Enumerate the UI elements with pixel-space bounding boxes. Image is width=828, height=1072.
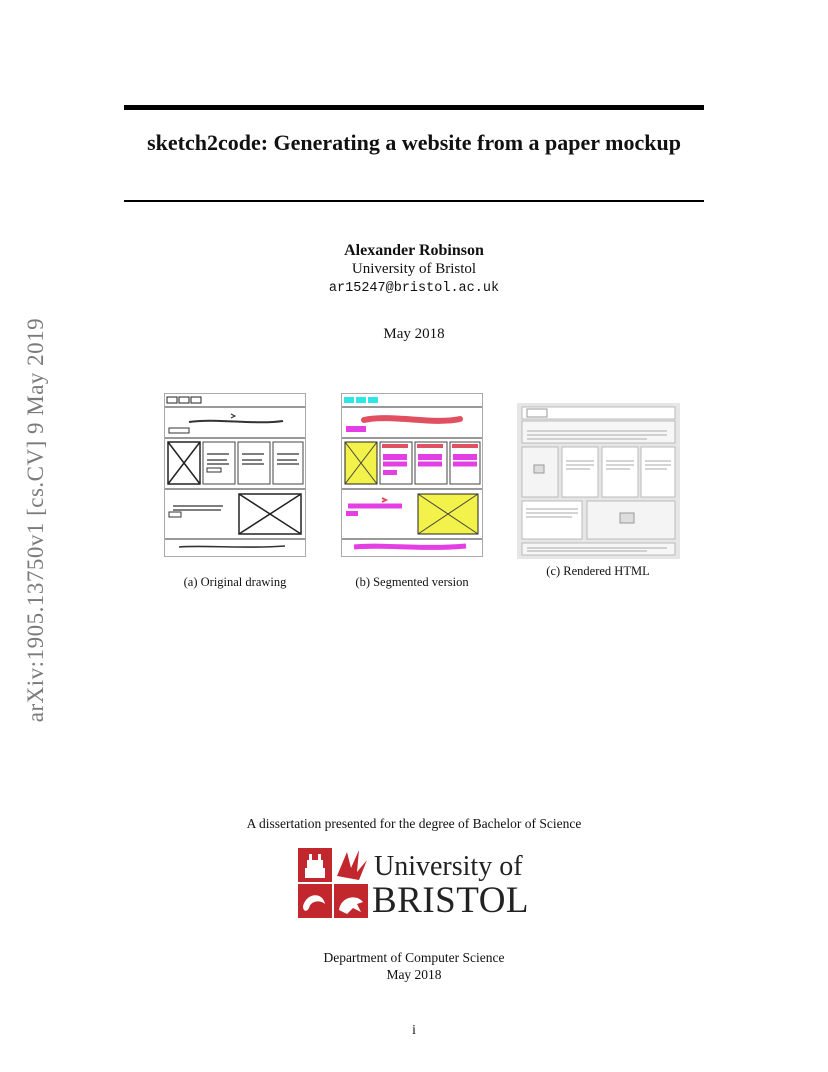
- rendered-html-image: [517, 403, 680, 559]
- logo-text-bristol: BRISTOL: [372, 880, 530, 921]
- figure-caption-b: (b) Segmented version: [355, 575, 469, 589]
- logo-text-university-of: University of: [374, 851, 523, 882]
- title-top-rule: [124, 105, 704, 110]
- sketch-drawing-image: [165, 394, 305, 556]
- paper-title: sketch2code: Generating a website from a paper mockup: [147, 130, 681, 155]
- department-name: Department of Computer Science: [323, 950, 505, 965]
- university-crest-icon: [297, 846, 369, 920]
- figure-caption-a: (a) Original drawing: [183, 575, 287, 589]
- segmented-drawing-image: [342, 394, 482, 556]
- page-number: i: [412, 1022, 416, 1037]
- author-email: ar15247@bristol.ac.uk: [328, 281, 500, 296]
- arxiv-identifier: arXiv:1905.13750v1 [cs.CV] 9 May 2019: [23, 317, 48, 723]
- author-block: [124, 241, 704, 298]
- figure-original-drawing: [164, 393, 306, 557]
- dissertation-statement: A dissertation presented for the degree of Bachelor of Science: [246, 816, 582, 831]
- footer-date: May 2018: [386, 967, 442, 982]
- title-bottom-rule: [124, 200, 704, 202]
- department-block: [124, 949, 704, 983]
- figure-rendered-html: [517, 403, 680, 559]
- figure-segmented-version: [341, 393, 483, 557]
- paper-date: May 2018: [383, 326, 445, 342]
- figure-caption-c: (c) Rendered HTML: [546, 564, 650, 578]
- author-name: Alexander Robinson: [344, 242, 484, 259]
- author-affiliation: University of Bristol: [351, 261, 477, 277]
